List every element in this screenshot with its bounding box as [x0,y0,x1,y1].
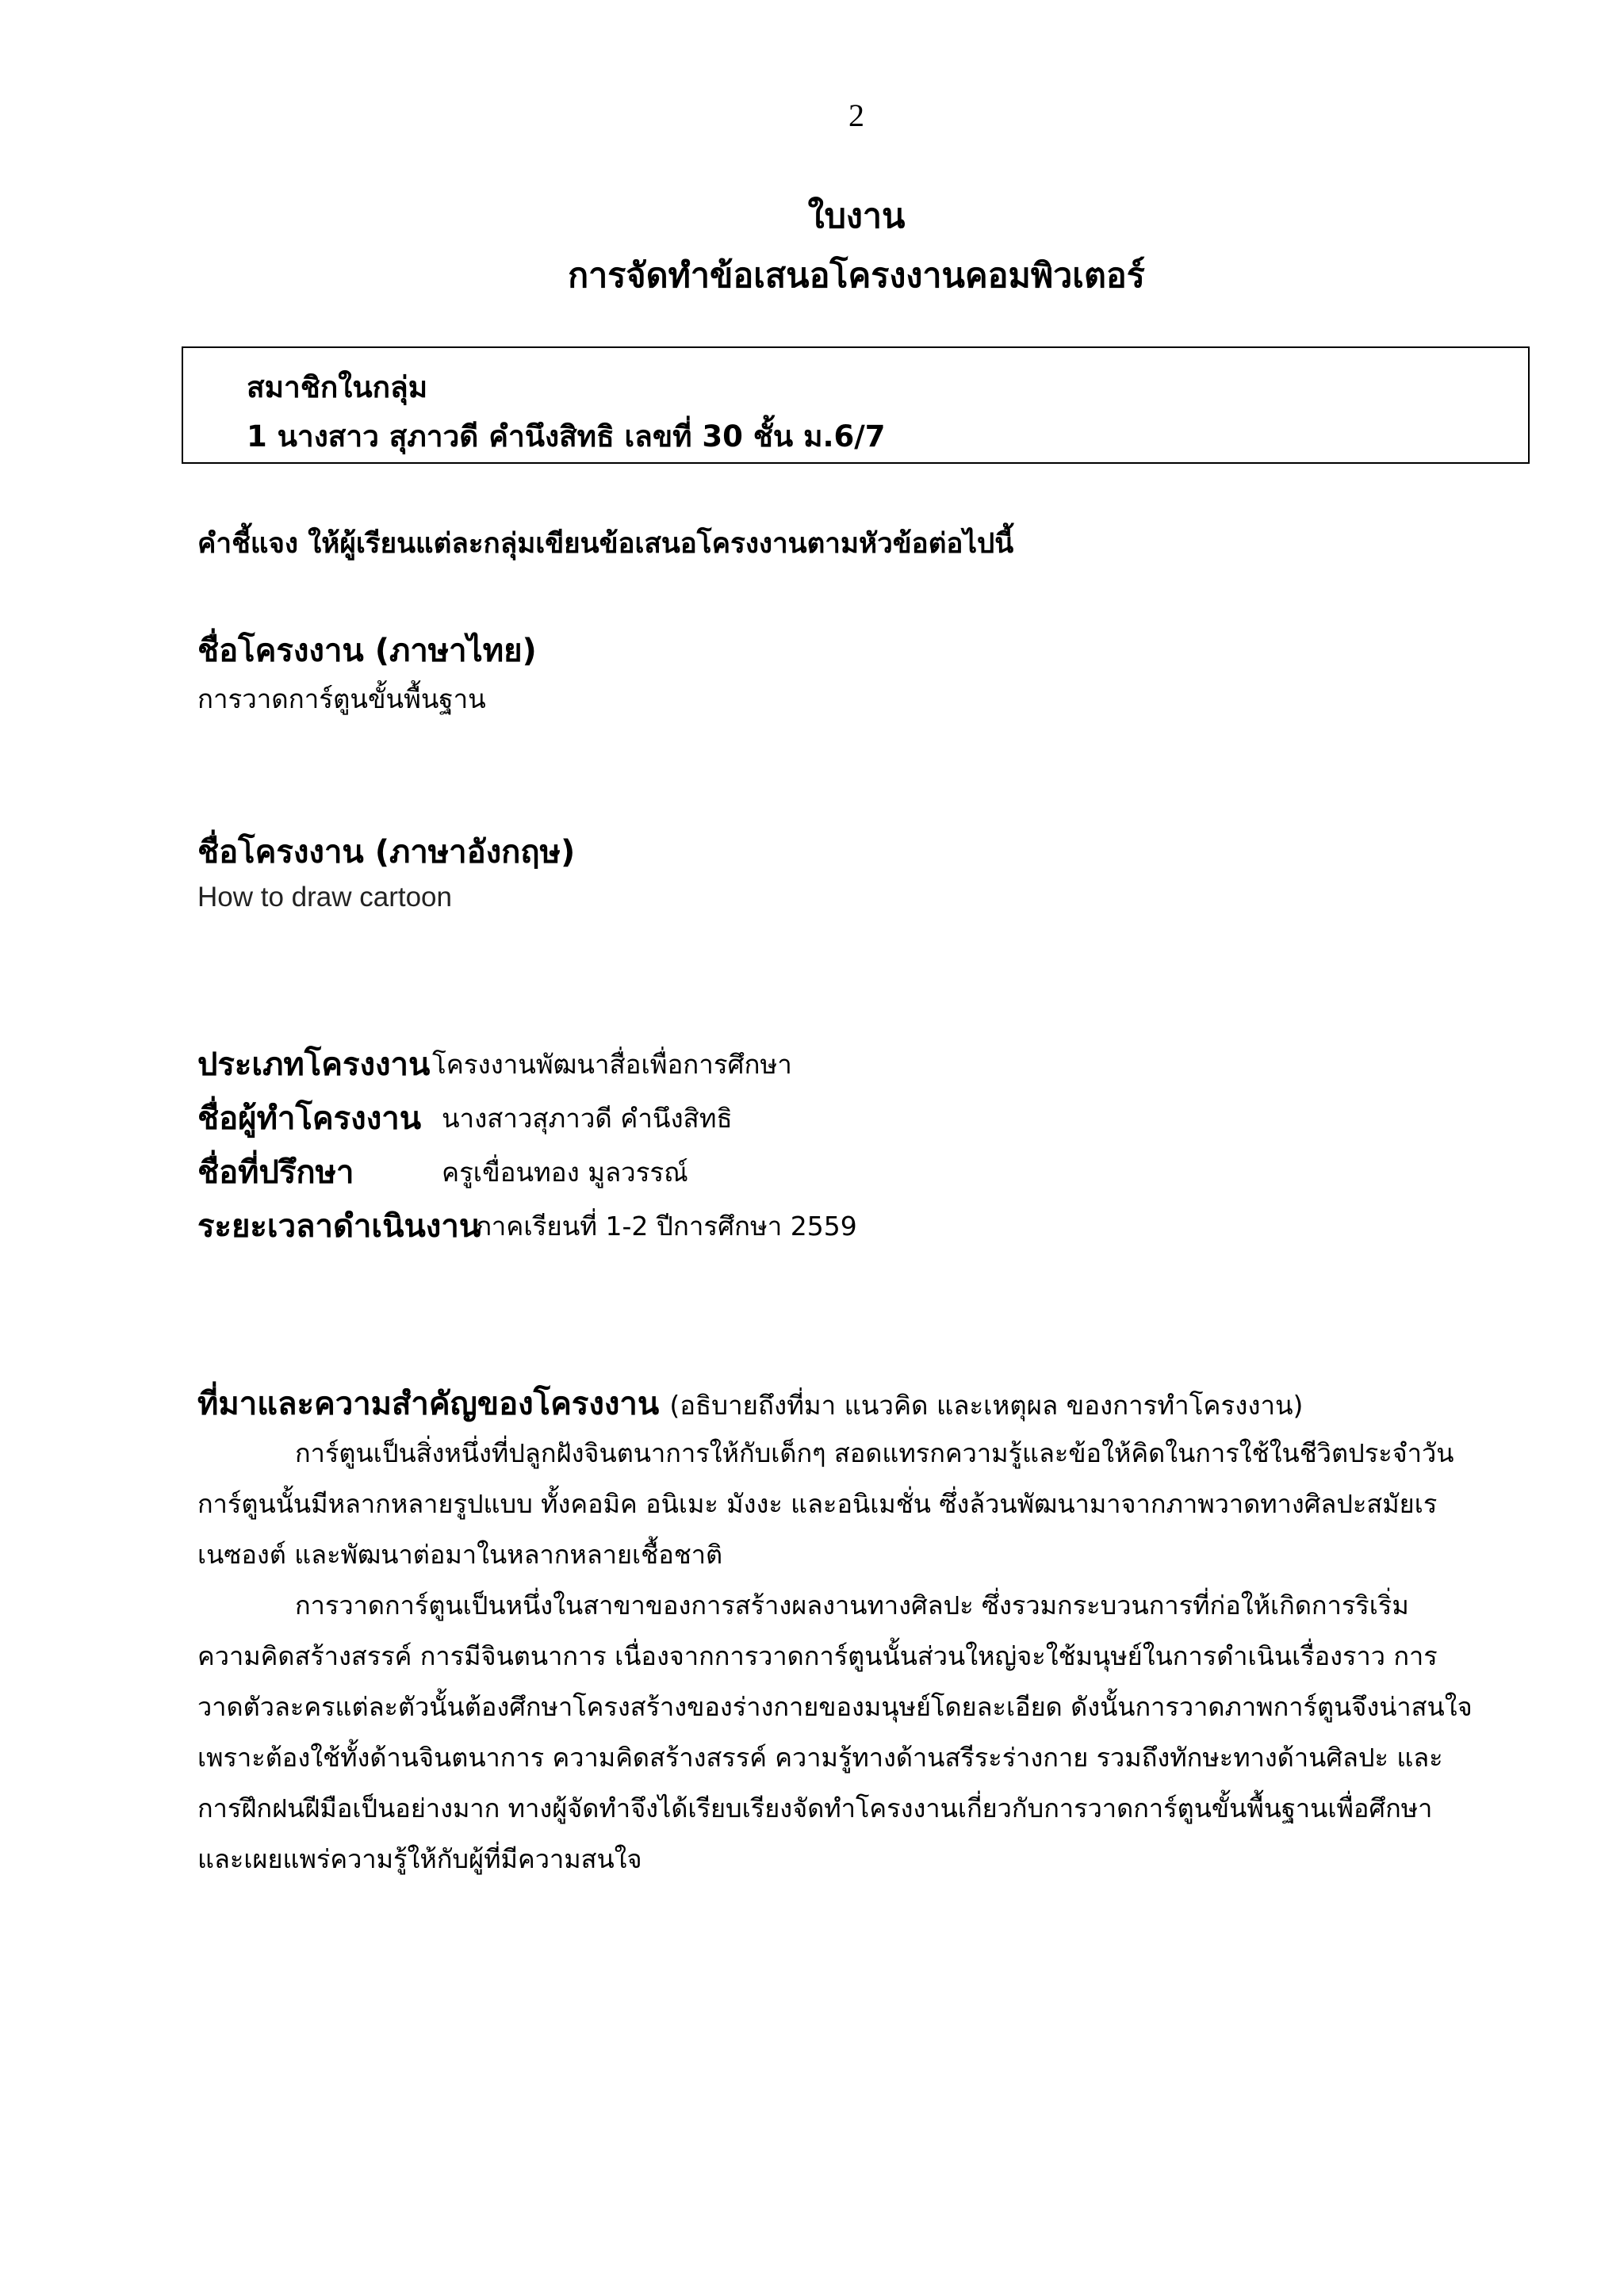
project-type-label: ประเภทโครงงาน [197,1047,431,1083]
page-number: 2 [848,98,864,133]
project-name-en-value: How to draw cartoon [197,882,452,913]
background-line: การ์ตูนนั้นมีหลากหลายรูปแบบ ทั้งคอมิค อนิเมะ มังงะ และอนิเมชั่น ซึ่งล้วนพัฒนามาจากภาพวาดทางศิลปะสมัยเร [197,1489,1438,1519]
project-name-th-label: ชื่อโครงงาน (ภาษาไทย) [197,633,537,669]
project-name-th-value: การวาดการ์ตูนขั้นพื้นฐาน [197,683,486,714]
background-line: ความคิดสร้างสรรค์ การมีจินตนาการ เนื่องจากการวาดการ์ตูนนั้นส่วนใหญ่จะใช้มนุษย์ในการดำเนินเรื่องราว การ [197,1641,1438,1671]
members-heading: สมาชิกในกลุ่ม [247,370,428,404]
author-label: ชื่อผู้ทำโครงงาน [197,1100,422,1137]
background-line: วาดตัวละครแต่ละตัวนั้นต้องศึกษาโครงสร้างของร่างกายของมนุษย์โดยละเอียด ดังนั้นการวาดภาพการ์ตูนจึงน่าสนใจ [197,1692,1473,1722]
background-line: เพราะต้องใช้ทั้งด้านจินตนาการ ความคิดสร้างสรรค์ ความรู้ทางด้านสรีระร่างกาย รวมถึงทักษะทางด้านศิลปะ และ [197,1743,1443,1773]
background-heading-note: (อธิบายถึงที่มา แนวคิด และเหตุผล ของการทำโครงงาน) [669,1390,1304,1421]
worksheet-title: ใบงาน [807,197,906,236]
background-line: การวาดการ์ตูนเป็นหนึ่งในสาขาของการสร้างผลงานทางศิลปะ ซึ่งรวมกระบวนการที่ก่อให้เกิดการริเริ่ม [295,1590,1409,1621]
background-heading-row [197,1378,1303,1429]
instruction-text: คำชี้แจง ให้ผู้เรียนแต่ละกลุ่มเขียนข้อเสนอโครงงานตามหัวข้อต่อไปนี้ [197,528,1014,560]
duration-label: ระยะเวลาดำเนินงาน [197,1208,481,1245]
worksheet-subtitle: การจัดทำข้อเสนอโครงงานคอมพิวเตอร์ [568,256,1145,296]
author-value: นางสาวสุภาวดี คำนึงสิทธิ [442,1103,733,1134]
background-line: และเผยแพร่ความรู้ให้กับผู้ที่มีความสนใจ [197,1844,642,1874]
project-name-en-label: ชื่อโครงงาน (ภาษาอังกฤษ) [197,834,576,871]
background-line: การฝึกฝนฝีมือเป็นอย่างมาก ทางผู้จัดทำจึงได้เรียบเรียงจัดทำโครงงานเกี่ยวกับการวาดการ์ตูนขั้นพื้นฐานเพื่อศึกษา [197,1793,1433,1823]
duration-value: ภาคเรียนที่ 1-2 ปีการศึกษา 2559 [474,1211,857,1242]
background-line: เนซองต์ และพัฒนาต่อมาในหลากหลายเชื้อชาติ [197,1540,723,1570]
members-box [182,346,1530,464]
advisor-label: ชื่อที่ปรึกษา [197,1154,354,1191]
project-type-value: โครงงานพัฒนาสื่อเพื่อการศึกษา [432,1049,792,1080]
background-heading: ที่มาและความสำคัญของโครงงาน [197,1386,660,1422]
background-line: การ์ตูนเป็นสิ่งหนึ่งที่ปลูกฝังจินตนาการให้กับเด็กๆ สอดแทรกความรู้และข้อให้คิดในการใช้ในชีวิตประจำวัน [295,1438,1454,1468]
member-1: 1 นางสาว สุภาวดี คำนึงสิทธิ เลขที่ 30 ชั้น ม.6/7 [247,419,886,453]
advisor-value: ครูเขื่อนทอง มูลวรรณ์ [442,1157,688,1188]
